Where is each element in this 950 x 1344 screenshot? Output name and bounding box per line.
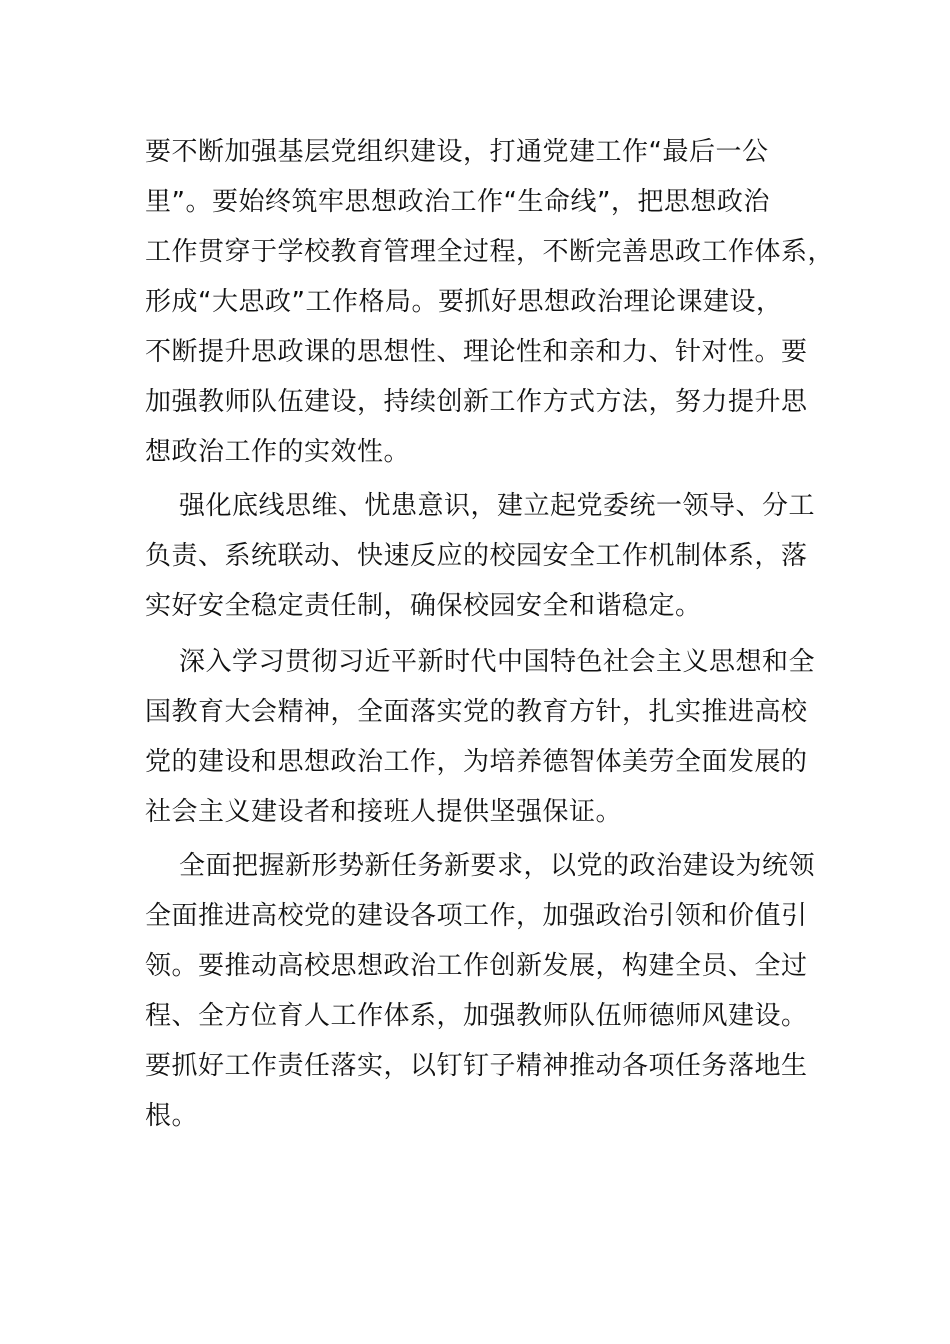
paragraph-line: 要抓好工作责任落实，以钉钉子精神推动各项任务落地生 — [145, 1051, 808, 1081]
paragraph-first-line: 强化底线思维、忧患意识，建立起党委统一领导、分工 — [179, 491, 816, 521]
paragraph-line: 要不断加强基层党组织建设，打通党建工作“最后一公 — [145, 137, 769, 167]
paragraph-line: 党的建设和思想政治工作，为培养德智体美劳全面发展的 — [145, 747, 808, 777]
paragraph-line: 社会主义建设者和接班人提供坚强保证。 — [145, 797, 623, 827]
paragraph-line: 里”。要始终筑牢思想政治工作“生命线”，把思想政治 — [145, 187, 770, 217]
paragraph-first-line: 深入学习贯彻习近平新时代中国特色社会主义思想和全 — [179, 647, 816, 677]
paragraph-line: 全面推进高校党的建设各项工作，加强政治引领和价值引 — [145, 901, 808, 931]
paragraph-first-line: 全面把握新形势新任务新要求，以党的政治建设为统领 — [179, 851, 816, 881]
paragraph-line: 形成“大思政”工作格局。要抓好思想政治理论课建设， — [145, 287, 783, 317]
paragraph-3 — [145, 637, 816, 837]
paragraph-line: 领。要推动高校思想政治工作创新发展，构建全员、全过 — [145, 951, 808, 981]
paragraph-line: 工作贯穿于学校教育管理全过程，不断完善思政工作体系， — [145, 237, 835, 267]
paragraph-1 — [145, 127, 835, 477]
paragraph-2 — [145, 481, 816, 631]
paragraph-line: 程、全方位育人工作体系，加强教师队伍师德师风建设。 — [145, 1001, 808, 1031]
paragraph-line: 负责、系统联动、快速反应的校园安全工作机制体系，落 — [145, 541, 808, 571]
paragraph-line: 实好安全稳定责任制，确保校园安全和谐稳定。 — [145, 591, 702, 621]
paragraph-line: 不断提升思政课的思想性、理论性和亲和力、针对性。要 — [145, 337, 808, 367]
paragraph-line: 想政治工作的实效性。 — [145, 437, 411, 467]
paragraph-4 — [145, 841, 816, 1141]
paragraph-line: 根。 — [145, 1101, 199, 1131]
paragraph-line: 加强教师队伍建设，持续创新工作方式方法，努力提升思 — [145, 387, 808, 417]
paragraph-line: 国教育大会精神，全面落实党的教育方针，扎实推进高校 — [145, 697, 808, 727]
